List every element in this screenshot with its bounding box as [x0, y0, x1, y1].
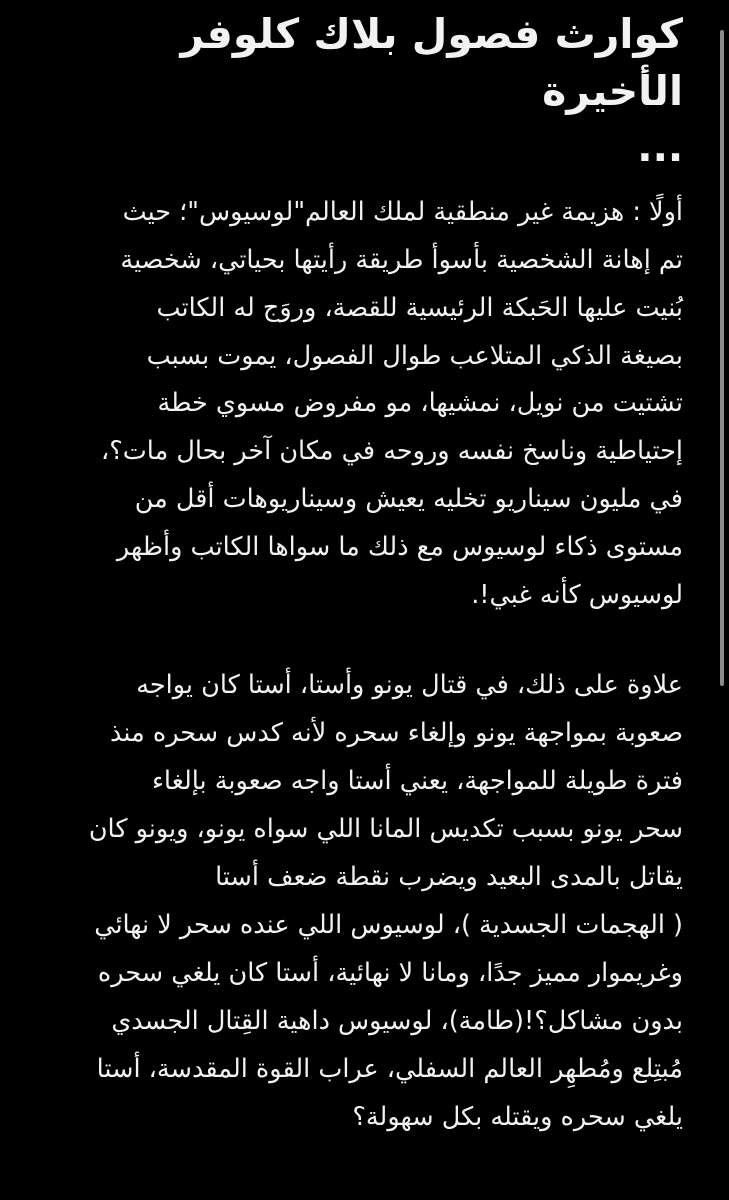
paragraph-line: بصيغة الذكي المتلاعب طوال الفصول، يموت بسبب — [146, 340, 683, 371]
paragraph-second — [40, 662, 683, 1141]
paragraph-line: في مليون سيناريو تخليه يعيش وسيناريوهات أقل من — [134, 484, 683, 515]
paragraph-line: وغريموار مميز جدًا، ومانا لا نهائية، أستا كان يلغي سحره — [97, 957, 683, 988]
paragraph-line: بدون مشاكل؟!(طامة)، لوسيوس داهية القِتال الجسدي — [111, 1005, 683, 1036]
paragraph-line: تشتيت من نويل، نمشيها، مو مفروض مسوي خطة — [157, 388, 683, 419]
paragraph-line: سحر يونو بسبب تكديس المانا اللي سواه يونو، ويونو كان — [88, 813, 683, 844]
article-content — [40, 6, 683, 1142]
paragraph-line: مُبتِلع ومُطهِر العالم السفلي، عراب القوة المقدسة، أستا — [96, 1053, 683, 1084]
title-line: كوارث فصول بلاك كلوفر الأخيرة — [180, 10, 683, 115]
paragraph-line: بُنيت عليها الحَبكة الرئيسية للقصة، وروَج له الكاتب — [156, 292, 683, 323]
paragraph-line: أولًا : هزيمة غير منطقية لملك العالم"لوسيوس"؛ حيث — [122, 196, 683, 227]
bottom-edge — [0, 1192, 729, 1200]
paragraph-line: يقاتل بالمدى البعيد ويضرب نقطة ضعف أستا — [215, 861, 683, 892]
paragraph-spacer — [40, 620, 683, 662]
paragraph-line: صعوبة بمواجهة يونو وإلغاء سحره لأنه كدس سحره منذ — [109, 718, 683, 749]
paragraph-line: إحتياطية وناسخ نفسه وروحه في مكان آخر بحال مات؟، — [101, 436, 683, 467]
paragraph-line: يلغي سحره ويقتله بكل سهولة؟ — [352, 1101, 683, 1132]
paragraph-first — [40, 189, 683, 620]
paragraph-line: فترة طويلة للمواجهة، يعني أستا واجه صعوبة بإلغاء — [151, 766, 683, 797]
paragraph-line: علاوة على ذلك، في قتال يونو وأستا، أستا كان يواجه — [136, 670, 683, 701]
article-title — [40, 6, 683, 176]
title-ellipsis: ... — [637, 123, 683, 172]
vertical-scrollbar[interactable] — [720, 30, 724, 686]
paragraph-line: ( الهجمات الجسدية )، لوسيوس اللي عنده سحر لا نهائي — [94, 909, 683, 940]
paragraph-line: مستوى ذكاء لوسيوس مع ذلك ما سواها الكاتب وأظهر — [116, 532, 683, 563]
paragraph-line: تم إهانة الشخصية بأسوأ طريقة رأيتها بحياتي، شخصية — [120, 244, 683, 275]
paragraph-line: لوسيوس كأنه غبي!. — [471, 580, 683, 611]
